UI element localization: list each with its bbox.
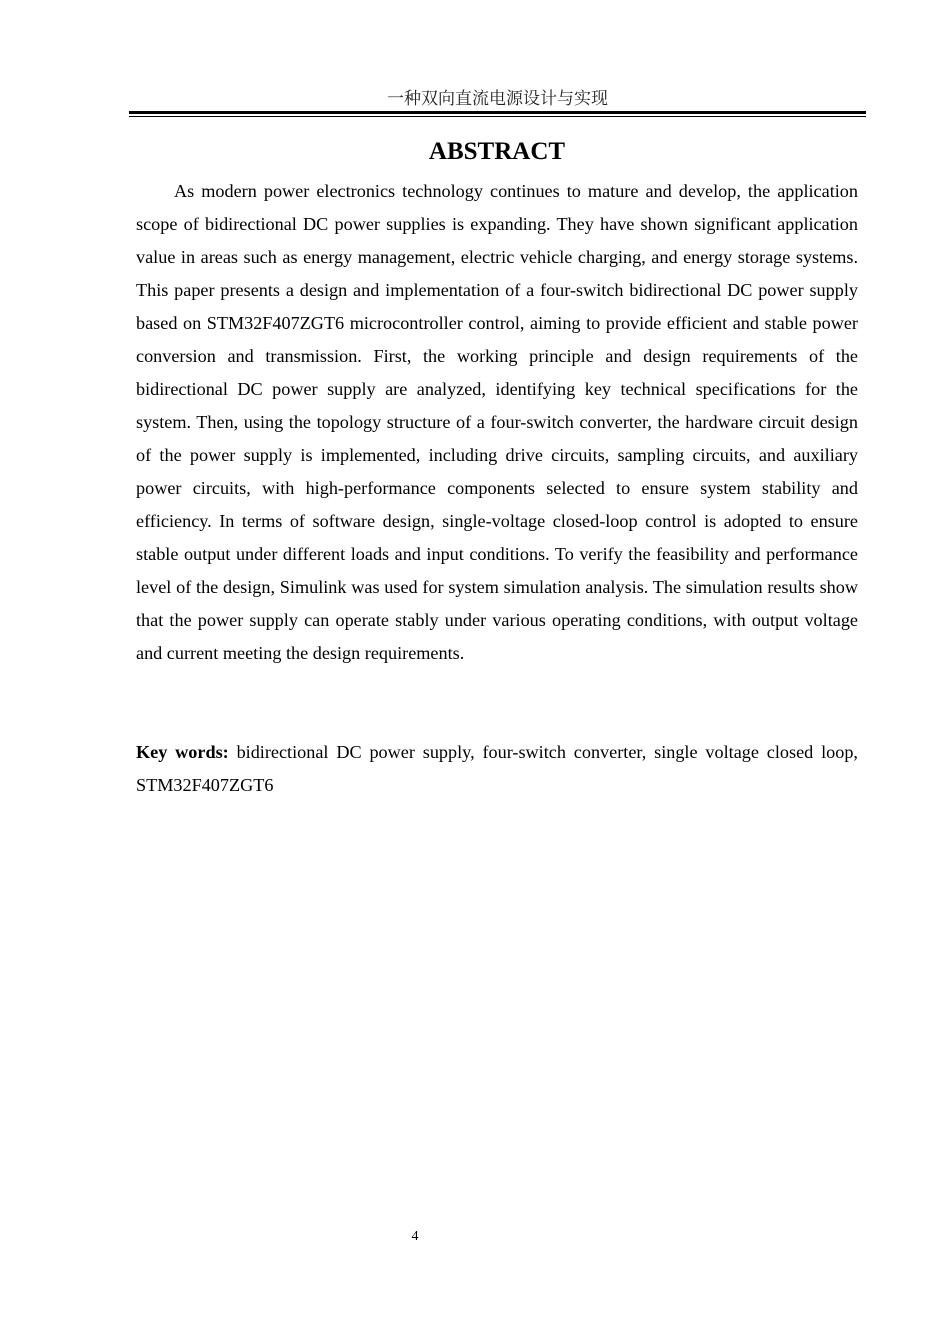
keywords-label: Key words: <box>136 742 229 762</box>
abstract-body: As modern power electronics technology continues to mature and develop, the application scope of bidirectional DC power supplies is expanding. They have shown significant application value in areas such as energy management, electric vehicle charging, and energy storage systems. This paper presents a design and implementation of a four-switch bidirectional DC power supply based on STM32F407ZGT6 microcontroller control, aiming to provide efficient and stable power conversion and transmission. First, the working principle and design requirements of the bidirectional DC power supply are analyzed, identifying key technical specifications for the system. Then, using the topology structure of a four-switch converter, the hardware circuit design of the power supply is implemented, including drive circuits, sampling circuits, and auxiliary power circuits, with high-performance components selected to ensure system stability and efficiency. In terms of software design, single-voltage closed-loop control is adopted to ensure stable output under different loads and input conditions. To verify the feasibility and performance level of the design, Simulink was used for system simulation analysis. The simulation results show that the power supply can operate stably under various operating conditions, with output voltage and current meeting the design requirements. <box>136 181 858 663</box>
page-number: 4 <box>411 1229 419 1244</box>
abstract-title: ABSTRACT <box>428 138 566 165</box>
running-header: 一种双向直流电源设计与实现 <box>387 89 608 109</box>
header-rule-thin <box>129 116 866 117</box>
header-rule-thick <box>129 111 866 114</box>
keywords-paragraph <box>136 736 858 802</box>
keywords-text: bidirectional DC power supply, four-switch converter, single voltage closed loop, STM32F407ZGT6 <box>136 742 858 795</box>
